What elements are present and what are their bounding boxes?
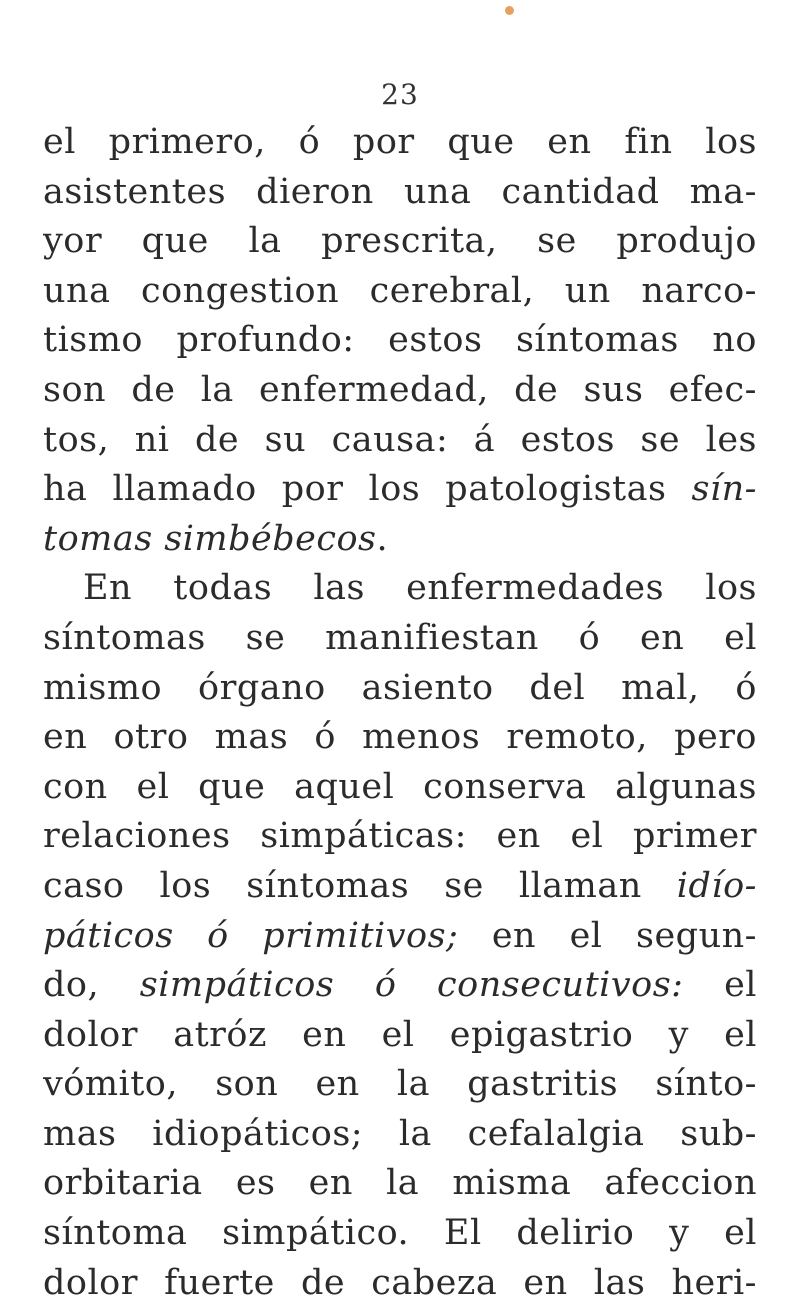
text-line: con el que aquel conserva algunas bbox=[43, 766, 757, 807]
body-text bbox=[43, 118, 757, 1308]
text-line: síntomas se manifiestan ó en el bbox=[43, 617, 757, 658]
italic-term: páticos ó primitivos; bbox=[43, 915, 459, 956]
text-line: relaciones simpáticas: en el primer bbox=[43, 816, 757, 857]
text-line: dolor fuerte de cabeza en las heri- bbox=[43, 1262, 757, 1303]
italic-term: tomas simbébecos bbox=[43, 518, 377, 559]
text-line: el primero, ó por que en fin los bbox=[43, 122, 757, 162]
page-number: 23 bbox=[381, 78, 419, 111]
text-line: una congestion cerebral, un narco- bbox=[43, 270, 757, 311]
italic-term: simpáticos ó consecutivos: bbox=[139, 965, 684, 1006]
italic-term: idío- bbox=[676, 865, 757, 906]
text-line: tismo profundo: estos síntomas no bbox=[43, 320, 757, 361]
text-line: caso los síntomas se llaman idío- bbox=[43, 865, 757, 906]
text-line: do, simpáticos ó consecutivos: el bbox=[43, 965, 757, 1006]
text-line: tomas simbébecos. bbox=[43, 518, 389, 559]
text-line: dolor atróz en el epigastrio y el bbox=[43, 1014, 757, 1055]
text-line: orbitaria es en la misma afeccion bbox=[43, 1163, 757, 1204]
text-line: asistentes dieron una cantidad ma- bbox=[43, 171, 757, 212]
text-line: ha llamado por los patologistas sín- bbox=[43, 469, 757, 510]
text-line: síntoma simpático. El delirio y el bbox=[43, 1213, 757, 1254]
italic-term: sín- bbox=[691, 469, 757, 510]
text-line: son de la enfermedad, de sus efec- bbox=[43, 369, 757, 410]
text-line: tos, ni de su causa: á estos se les bbox=[43, 419, 757, 460]
text-line: vómito, son en la gastritis sínto- bbox=[43, 1064, 757, 1105]
ink-spot-mark bbox=[505, 6, 514, 15]
text-line: en otro mas ó menos remoto, pero bbox=[43, 717, 757, 758]
text-line: yor que la prescrita, se produjo bbox=[43, 221, 757, 262]
text-line: páticos ó primitivos; en el segun- bbox=[43, 915, 757, 956]
text-line: mas idiopáticos; la cefalalgia sub- bbox=[43, 1113, 757, 1154]
text-line: mismo órgano asiento del mal, ó bbox=[43, 667, 757, 708]
paragraph-start-line: En todas las enfermedades los bbox=[83, 568, 757, 609]
